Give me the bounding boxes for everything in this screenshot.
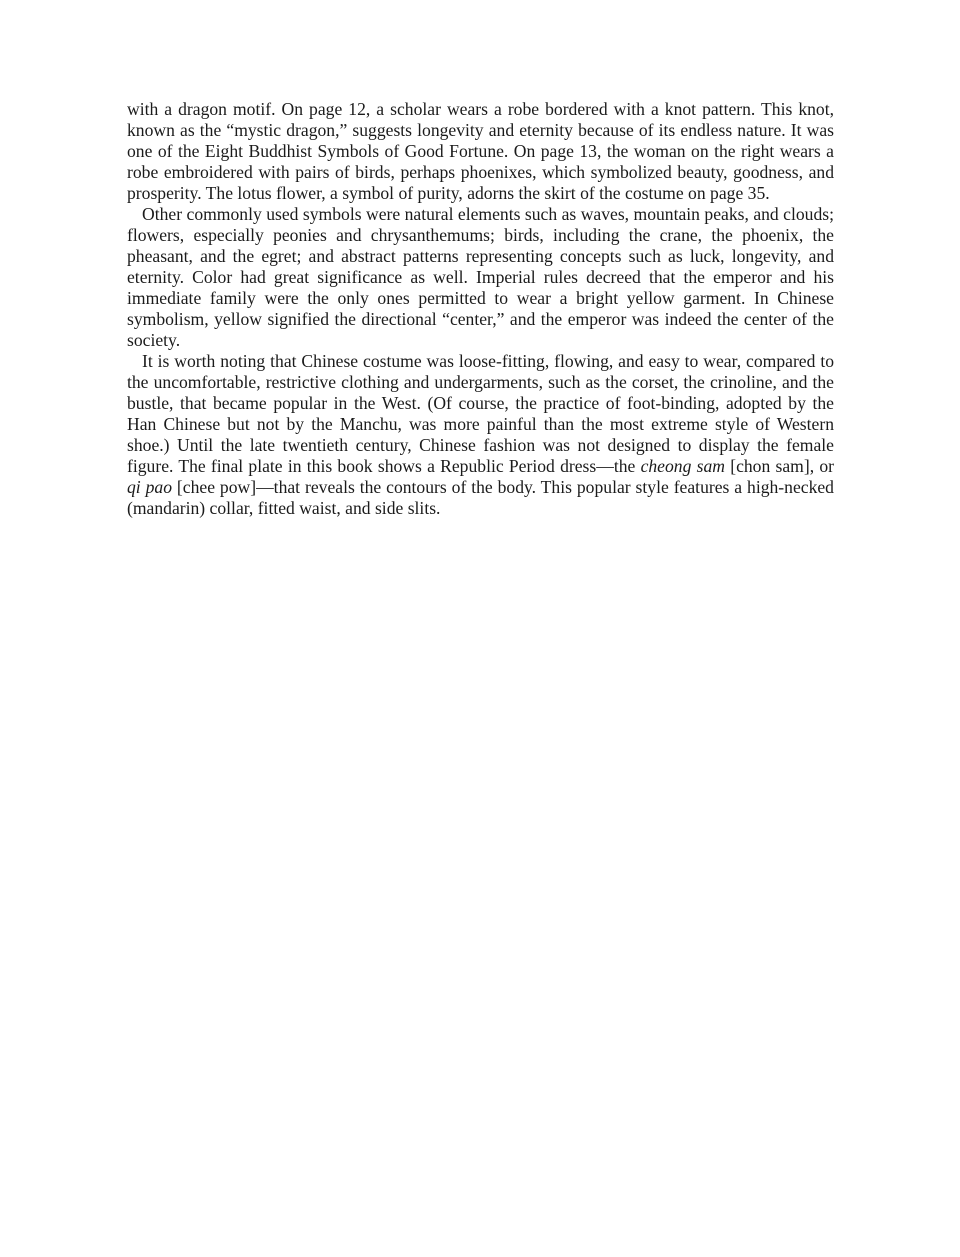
text-segment: with a dragon motif. On page 12, a scholar wears a robe bordered with a knot pattern. This knot, known as the “mystic dragon,” suggests longevity and eternity because of its endless nature. It was one of the Eight Buddhist Symbols of Good Fortune. On page 13, the woman on the right wears a robe embroidered with pairs of birds, perhaps phoenixes, which symbolized beauty, goodness, and prosperity. The lotus flower, a symbol of purity, adorns the skirt of the costume on page 35.: [127, 99, 834, 203]
paragraph-3: [127, 351, 834, 519]
text-segment: [chon sam], or: [724, 456, 835, 476]
italic-text-segment: qi pao: [127, 477, 172, 497]
paragraph-1: [127, 99, 834, 204]
text-segment: [chee pow]—that reveals the contours of the body. This popular style features a high-necked (mandarin) collar, fitted waist, and side slits.: [127, 477, 834, 518]
page-text-block: [127, 99, 834, 519]
text-segment: Other commonly used symbols were natural elements such as waves, mountain peaks, and clouds; flowers, especially peonies and chrysanthemums; birds, including the crane, the phoenix, the pheasant, and the egret; and abstract patterns representing concepts such as luck, longevity, and eternity. Color had great significance as well. Imperial rules decreed that the emperor and his immediate family were the only ones permitted to wear a bright yellow garment. In Chinese symbolism, yellow signified the directional “center,” and the emperor was indeed the center of the society.: [127, 204, 834, 350]
text-segment: It is worth noting that Chinese costume was loose-fitting, flowing, and easy to wear, compared to the uncomfortable, restrictive clothing and undergarments, such as the corset, the crinoline, and the bustle, that became popular in the West. (Of course, the practice of foot-binding, adopted by the Han Chinese but not by the Manchu, was more painful than the most extreme style of Western shoe.) Until the late twentieth century, Chinese fashion was not designed to display the female figure. The final plate in this book shows a Republic Period dress—the: [127, 351, 834, 476]
italic-text-segment: cheong sam: [640, 456, 725, 476]
paragraph-2: [127, 204, 834, 351]
